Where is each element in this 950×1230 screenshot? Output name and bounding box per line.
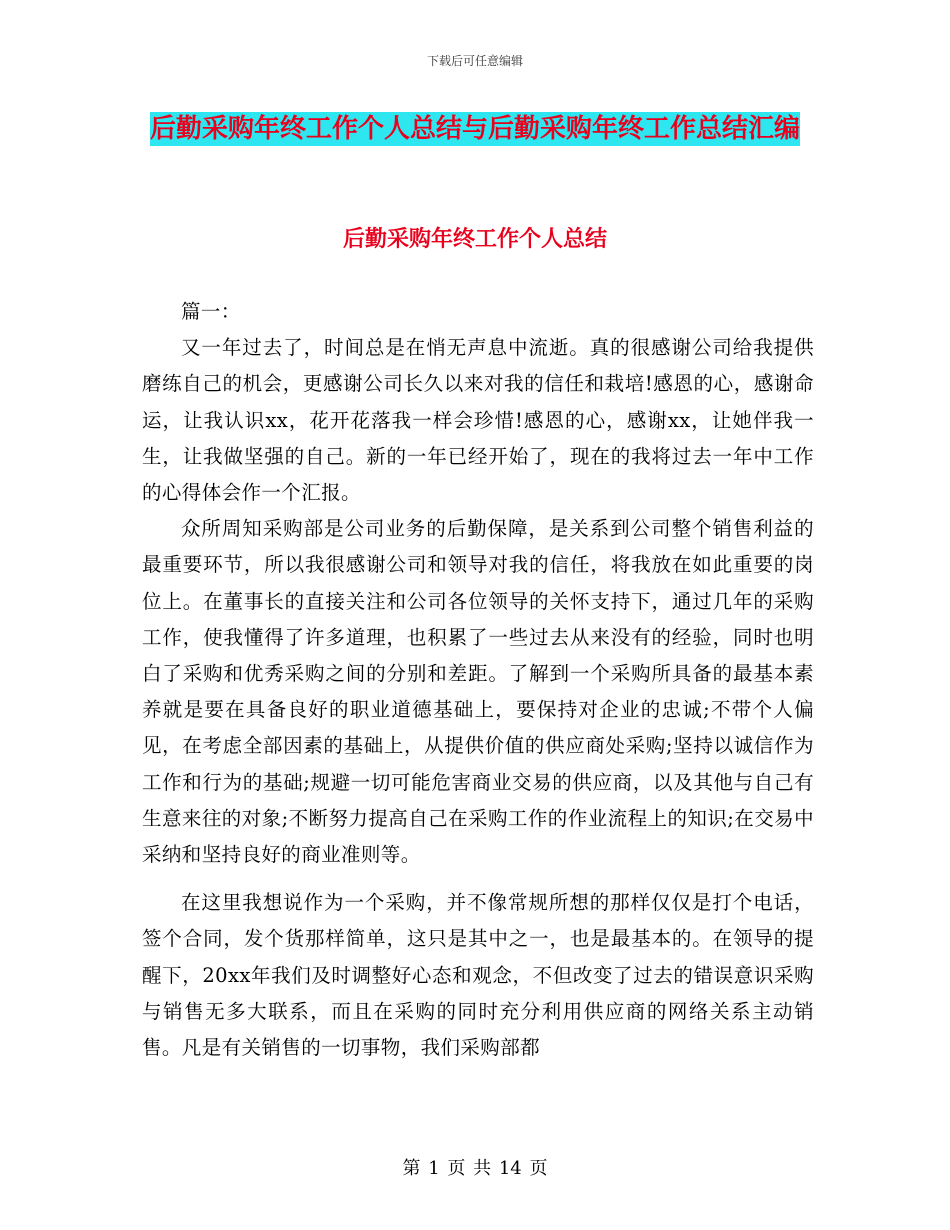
document-title <box>140 106 810 152</box>
paragraph-3: 在这里我想说作为一个采购，并不像常规所想的那样仅仅是打个电话，签个合同，发个货那样简单，这只是其中之一，也是最基本的。在领导的提醒下，20xx年我们及时调整好心态和观念，不但改变了过去的错误意识采购与销售无多大联系，而且在采购的同时充分利用供应商的网络关系主动销售。凡是有关销售的一切事物，我们采购部都 <box>142 891 814 1060</box>
document-body <box>142 294 814 1066</box>
page-header-note: 下载后可任意编辑 <box>426 54 523 68</box>
part-label: 篇一： <box>181 300 241 323</box>
section-title: 后勤采购年终工作个人总结 <box>342 227 607 252</box>
paragraph-1: 又一年过去了，时间总是在悄无声息中流逝。真的很感谢公司给我提供磨练自己的机会，更感谢公司长久以来对我的信任和栽培!感恩的心，感谢命运，让我认识xx，花开花落我一样会珍惜!感恩的心，感谢xx，让她伴我一生，让我做坚强的自己。新的一年已经开始了，现在的我将过去一年中工作的心得体会作一个汇报。 <box>142 336 814 505</box>
paragraph-2: 众所周知采购部是公司业务的后勤保障，是关系到公司整个销售利益的最重要环节，所以我很感谢公司和领导对我的信任，将我放在如此重要的岗位上。在董事长的直接关注和公司各位领导的关怀支持下，通过几年的采购工作，使我懂得了许多道理，也积累了一些过去从来没有的经验，同时也明白了采购和优秀采购之间的分别和差距。了解到一个采购所具备的最基本素养就是要在具备良好的职业道德基础上，要保持对企业的忠诚;不带个人偏见，在考虑全部因素的基础上，从提供价值的供应商处采购;坚持以诚信作为工作和行为的基础;规避一切可能危害商业交易的供应商，以及其他与自己有生意来往的对象;不断努力提高自己在采购工作的作业流程上的知识;在交易中采纳和坚持良好的商业准则等。 <box>142 517 814 867</box>
page-footer: 第 1 页 共 14 页 <box>402 1158 548 1179</box>
document-title-text: 后勤采购年终工作个人总结与后勤采购年终工作总结汇编 <box>149 114 800 144</box>
